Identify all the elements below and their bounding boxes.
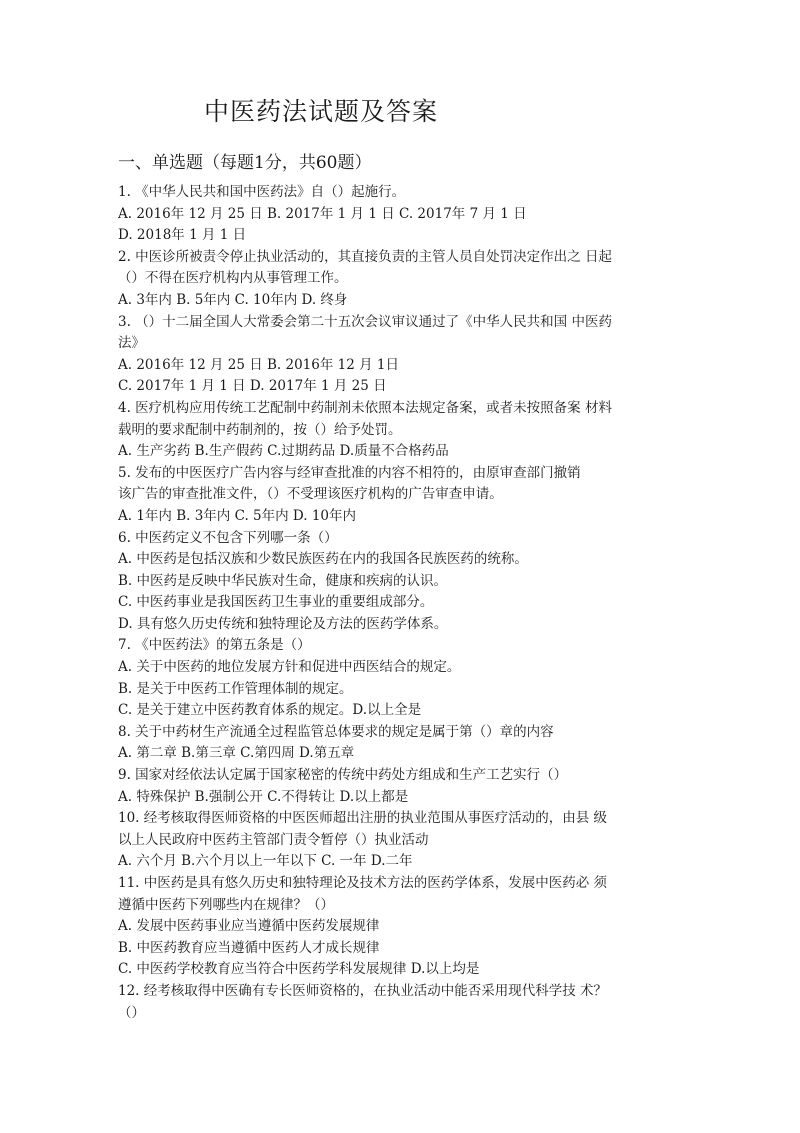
text-line: A. 2016年 12 月 25 日 B. 2017年 1 月 1 日 C. 2017年 7 月 1 日 <box>118 205 527 222</box>
text-line: 5. 发布的中医医疗广告内容与经审查批准的内容不相符的，由原审查部门撤销 <box>118 464 581 481</box>
text-line: A. 生产劣药 B.生产假药 C.过期药品 D.质量不合格药品 <box>118 443 449 460</box>
text-line: 8. 关于中药材生产流通全过程监管总体要求的规定是属于第（）章的内容 <box>118 723 554 740</box>
text-line: 3. （）十二届全国人大常委会第二十五次会议审议通过了《中华人民共和国 中医药 <box>118 313 612 330</box>
text-line: C. 是关于建立中医药教育体系的规定。D.以上全是 <box>118 702 422 719</box>
text-line: 7. 《中医药法》的第五条是（） <box>118 637 311 654</box>
text-line: 10. 经考核取得医师资格的中医医师超出注册的执业范围从事医疗活动的，由县 级 <box>118 810 608 827</box>
text-line: 法》 <box>118 335 145 352</box>
text-line: 12. 经考核取得中医确有专长医师资格的，在执业活动中能否采用现代科学技 术？ <box>118 982 608 999</box>
text-line: 以上人民政府中医药主管部门责令暂停（）执业活动 <box>118 831 429 848</box>
text-line: A. 关于中医药的地位发展方针和促进中西医结合的规定。 <box>118 659 461 676</box>
text-line: B. 是关于中医药工作管理体制的规定。 <box>118 680 353 697</box>
text-line: D. 2018年 1 月 1 日 <box>118 227 247 244</box>
text-line: A. 中医药是包括汉族和少数民族医药在内的我国各民族医药的统称。 <box>118 551 528 568</box>
document-title: 中医药法试题及答案 <box>204 97 439 126</box>
text-line: A. 第二章 B.第三章 C.第四周 D.第五章 <box>118 745 355 762</box>
text-line: A. 六个月 B.六个月以上一年以下 C. 一年 D.二年 <box>118 853 413 870</box>
text-line: 1. 《中华人民共和国中医药法》自（）起施行。 <box>118 184 406 200</box>
text-line: 9. 国家对经依法认定属于国家秘密的传统中药处方组成和生产工艺实行（） <box>118 767 568 784</box>
text-line: A. 1年内 B. 3年内 C. 5年内 D. 10年内 <box>118 507 357 524</box>
text-line: 4. 医疗机构应用传统工艺配制中药制剂未依照本法规定备案，或者未按照备案 材料 <box>118 399 612 416</box>
text-line: C. 中医药事业是我国医药卫生事业的重要组成部分。 <box>118 594 434 611</box>
text-line: D. 具有悠久历史传统和独特理论及方法的医药学体系。 <box>118 615 448 632</box>
text-line: B. 中医药教育应当遵循中医药人才成长规律 <box>118 939 380 956</box>
text-line: C. 2017年 1 月 1 日 D. 2017年 1 月 25 日 <box>118 378 387 395</box>
text-line: 遵循中医药下列哪些内在规律？（） <box>118 896 334 913</box>
text-line: 该广告的审查批准文件，（）不受理该医疗机构的广告审查申请。 <box>118 486 503 503</box>
text-line: A. 2016年 12 月 25 日 B. 2016年 12 月 1日 <box>118 356 400 373</box>
text-line: 2. 中医诊所被责令停止执业活动的，其直接负责的主管人员自处罚决定作出之 日起 <box>118 248 612 265</box>
text-line: 6. 中医药定义不包含下列哪一条（） <box>118 529 338 546</box>
text-line: A. 3年内 B. 5年内 C. 10年内 D. 终身 <box>118 291 348 308</box>
text-line: C. 中医药学校教育应当符合中医药学科发展规律 D.以上均是 <box>118 961 480 978</box>
text-line: （） <box>118 1004 145 1021</box>
text-line: （）不得在医疗机构内从事管理工作。 <box>118 270 348 287</box>
text-line: 11. 中医药是具有悠久历史和独特理论及技术方法的医药学体系，发展中医药必 须 <box>118 875 608 891</box>
question-list <box>118 182 698 1024</box>
text-line: 载明的要求配制中药制剂的，按（）给予处罚。 <box>118 421 402 438</box>
text-line: B. 中医药是反映中华民族对生命，健康和疾病的认识。 <box>118 572 448 589</box>
text-line: A. 发展中医药事业应当遵循中医药发展规律 <box>118 918 380 935</box>
section-heading: 一、单选题（每题1分，共60题） <box>118 153 372 173</box>
text-line: A. 特殊保护 B.强制公开 C.不得转让 D.以上都是 <box>118 788 409 805</box>
